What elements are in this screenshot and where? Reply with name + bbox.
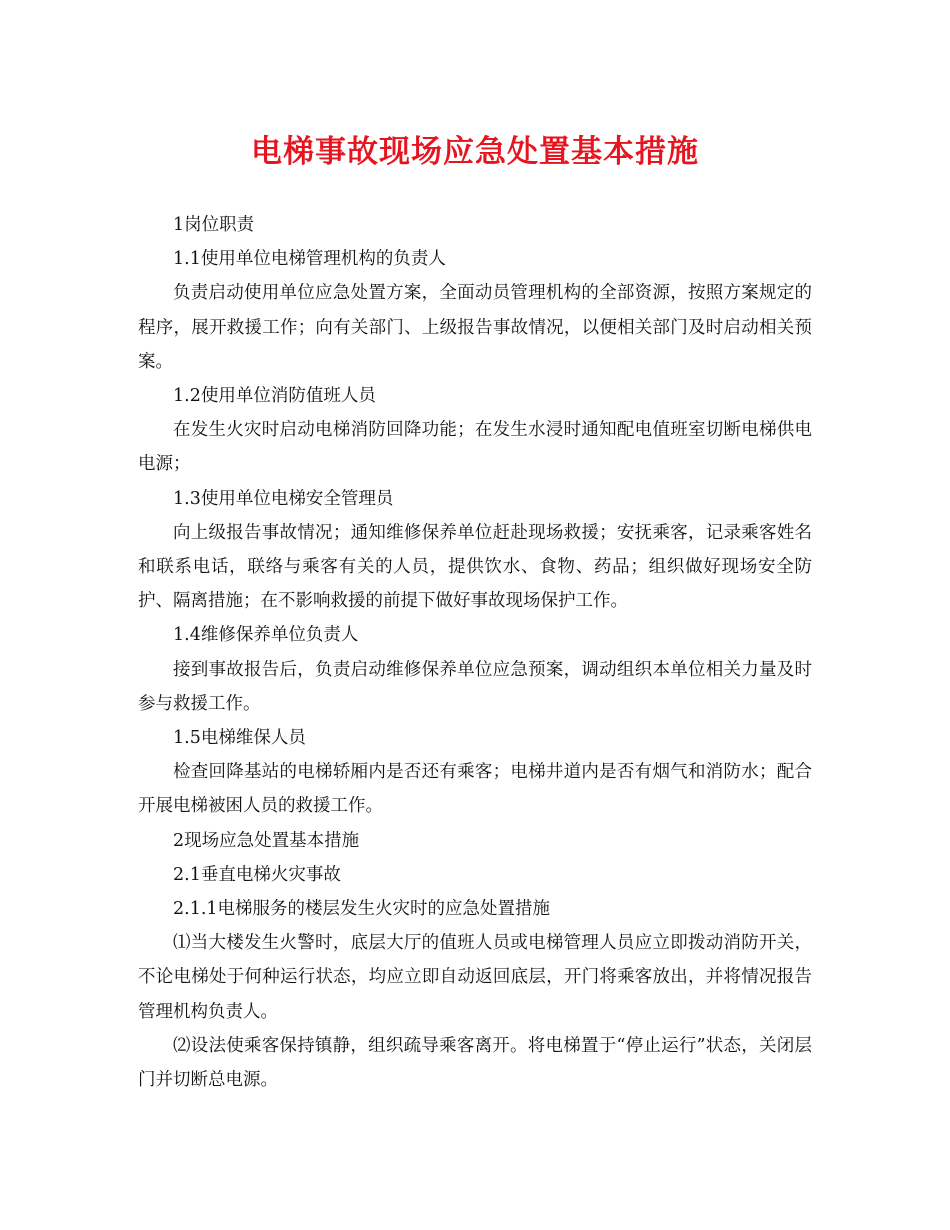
subsection-heading: 2.1垂直电梯火灾事故 [173, 864, 341, 885]
body-paragraph: 向上级报告事故情况；通知维修保养单位赶赴现场救援；安抚乘客，记录乘客姓名和联系电话，联络与乘客有关的人员，提供饮水、食物、药品；组织做好现场安全防护、隔离措施；在不影响救援的前提下做好事故现场保护工作。 [138, 522, 812, 612]
document-title: 电梯事故现场应急处置基本措施 [251, 134, 699, 170]
body-paragraph: 负责启动使用单位应急处置方案，全面动员管理机构的全部资源，按照方案规定的程序，展开救援工作；向有关部门、上级报告事故情况，以便相关部门及时启动相关预案。 [138, 283, 812, 372]
subsection-heading: 1.1使用单位电梯管理机构的负责人 [173, 249, 446, 270]
body-paragraph: 在发生火灾时启动电梯消防回降功能；在发生水浸时通知配电值班室切断电梯供电电源； [138, 420, 812, 475]
body-paragraph: ⑴当大楼发生火警时，底层大厅的值班人员或电梯管理人员应立即拨动消防开关，不论电梯处于何种运行状态，均应立即自动返回底层，开门将乘客放出，并将情况报告管理机构负责人。 [138, 933, 812, 1022]
subsection-heading: 1.2使用单位消防值班人员 [173, 386, 376, 407]
document-body [138, 208, 812, 1097]
body-paragraph: ⑵设法使乘客保持镇静，组织疏导乘客离开。将电梯置于“停止运行”状态，关闭层门并切断总电源。 [138, 1035, 812, 1091]
subsection-heading: 1.4维修保养单位负责人 [173, 625, 359, 646]
section-heading: 1岗位职责 [173, 215, 255, 235]
body-paragraph: 接到事故报告后，负责启动维修保养单位应急预案，调动组织本单位相关力量及时参与救援工作。 [138, 659, 812, 714]
subsection-heading: 1.3使用单位电梯安全管理员 [173, 488, 394, 509]
subsubsection-heading: 2.1.1电梯服务的楼层发生火灾时的应急处置措施 [173, 899, 551, 920]
section-heading: 2现场应急处置基本措施 [173, 830, 360, 851]
body-paragraph: 检查回降基站的电梯轿厢内是否还有乘客；电梯井道内是否有烟气和消防水；配合开展电梯被困人员的救援工作。 [138, 762, 812, 817]
subsection-heading: 1.5电梯维保人员 [173, 728, 306, 749]
